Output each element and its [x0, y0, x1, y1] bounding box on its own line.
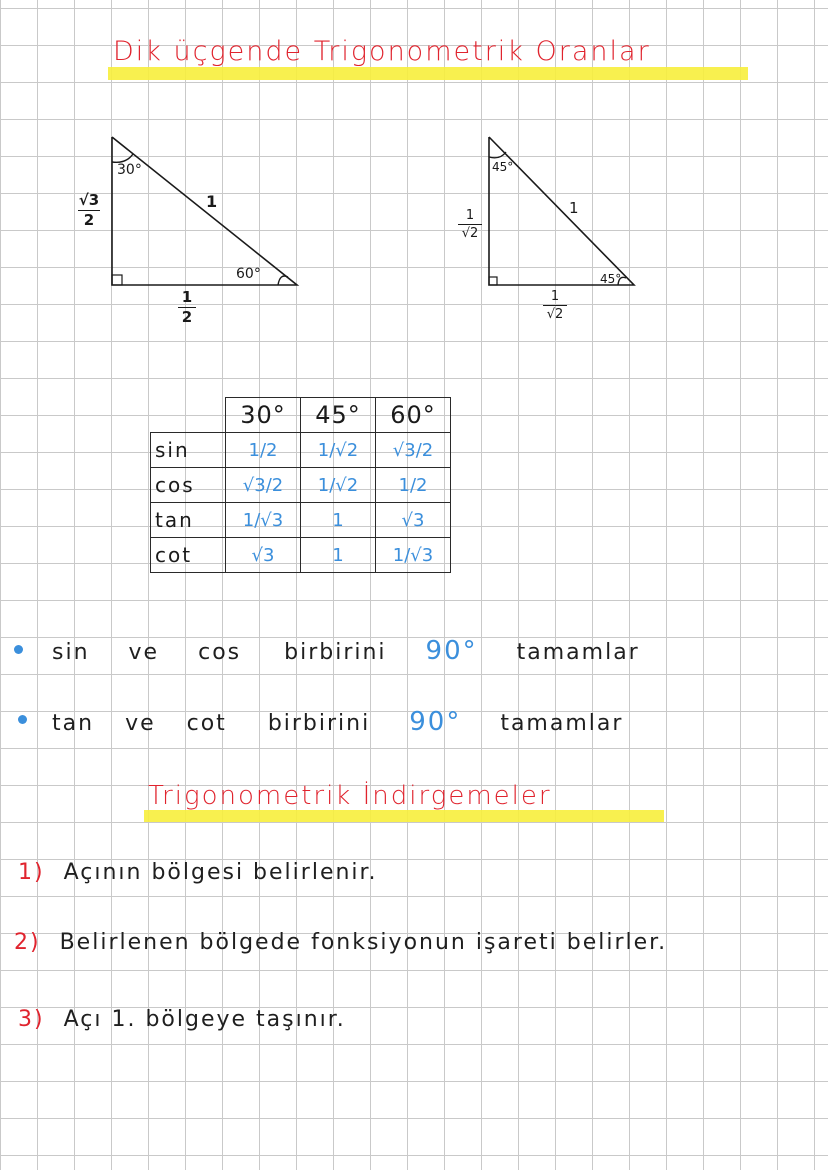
cell-cos-60: 1/2 — [376, 468, 451, 503]
cell-cot-45: 1 — [301, 538, 376, 573]
triangle2-base-den: √2 — [546, 307, 564, 322]
table-header-45: 45° — [301, 398, 376, 433]
note1-degree: 90° — [425, 636, 478, 666]
triangle-30-60-90 — [100, 130, 310, 300]
table-row-cos — [151, 468, 451, 503]
triangle2-hypotenuse: 1 — [569, 199, 579, 217]
triangle1-bottom-angle: 60° — [236, 266, 261, 282]
cell-sin-30: 1/2 — [226, 433, 301, 468]
page-title: Dik üçgende Trigonometrik Oranlar — [113, 36, 651, 67]
bullet-dot — [18, 715, 27, 724]
step-1-text: Açının bölgesi belirlenir. — [63, 860, 378, 885]
note2-c: cot — [186, 711, 227, 736]
table-row-tan — [151, 503, 451, 538]
cell-cos-30: √3/2 — [226, 468, 301, 503]
triangle1-base-label — [178, 290, 196, 325]
triangle2-base-num: 1 — [550, 289, 560, 304]
cell-cos-45: 1/√2 — [301, 468, 376, 503]
note2-d: birbirini — [267, 711, 371, 736]
table-header-60: 60° — [376, 398, 451, 433]
table-header-30: 30° — [226, 398, 301, 433]
triangle2-side-num: 1 — [465, 208, 475, 223]
cell-tan-45: 1 — [301, 503, 376, 538]
cell-sin-60: √3/2 — [376, 433, 451, 468]
triangle2-top-angle: 45° — [492, 160, 514, 174]
triangle2-base-label — [543, 290, 567, 321]
triangle-45-45-90 — [480, 130, 650, 300]
section-subtitle: Trigonometrik İndirgemeler — [148, 781, 552, 811]
row-label-cot: cot — [151, 538, 226, 573]
cell-tan-60: √3 — [376, 503, 451, 538]
note2-b: ve — [125, 711, 156, 736]
table-row-sin — [151, 433, 451, 468]
table-corner — [151, 398, 226, 433]
triangle1-hypotenuse: 1 — [206, 192, 218, 211]
triangle1-base-den: 2 — [181, 308, 193, 326]
step-3-number: 3) — [18, 1007, 45, 1032]
triangle1-base-num: 1 — [181, 288, 193, 306]
step-2-text: Belirlenen bölgede fonksiyonun işareti belirler. — [59, 930, 668, 955]
note2-e: tamamlar — [500, 711, 624, 736]
triangle1-side-label — [78, 193, 100, 228]
note2-degree: 90° — [409, 707, 462, 737]
cell-tan-30: 1/√3 — [226, 503, 301, 538]
step-2-number: 2) — [14, 930, 41, 955]
title-highlight — [108, 67, 748, 80]
table-row-cot — [151, 538, 451, 573]
note-tan-cot — [52, 707, 623, 737]
cell-sin-45: 1/√2 — [301, 433, 376, 468]
triangle2-side-label — [458, 209, 482, 240]
note-sin-cos — [52, 636, 640, 666]
step-2 — [14, 930, 667, 955]
row-label-cos: cos — [151, 468, 226, 503]
note2-a: tan — [52, 711, 95, 736]
subtitle-highlight — [144, 810, 664, 822]
bullet-dot — [14, 645, 23, 654]
note1-c: cos — [198, 640, 242, 665]
step-3-text: Açı 1. bölgeye taşınır. — [63, 1007, 346, 1032]
step-1 — [18, 860, 378, 885]
note1-b: ve — [128, 640, 160, 665]
cell-cot-30: √3 — [226, 538, 301, 573]
triangle1-side-den: 2 — [83, 211, 95, 229]
row-label-sin: sin — [151, 433, 226, 468]
triangle2-side-den: √2 — [461, 226, 479, 241]
trig-values-table — [150, 397, 451, 573]
cell-cot-60: 1/√3 — [376, 538, 451, 573]
triangle2-bottom-angle: 45° — [600, 272, 622, 286]
row-label-tan: tan — [151, 503, 226, 538]
note1-a: sin — [52, 640, 90, 665]
table-header-row — [151, 398, 451, 433]
triangle1-side-num: √3 — [78, 191, 100, 209]
step-1-number: 1) — [18, 860, 45, 885]
step-3 — [18, 1007, 346, 1032]
note1-e: tamamlar — [516, 640, 640, 665]
note1-d: birbirini — [284, 640, 387, 665]
triangle1-top-angle: 30° — [117, 162, 142, 178]
